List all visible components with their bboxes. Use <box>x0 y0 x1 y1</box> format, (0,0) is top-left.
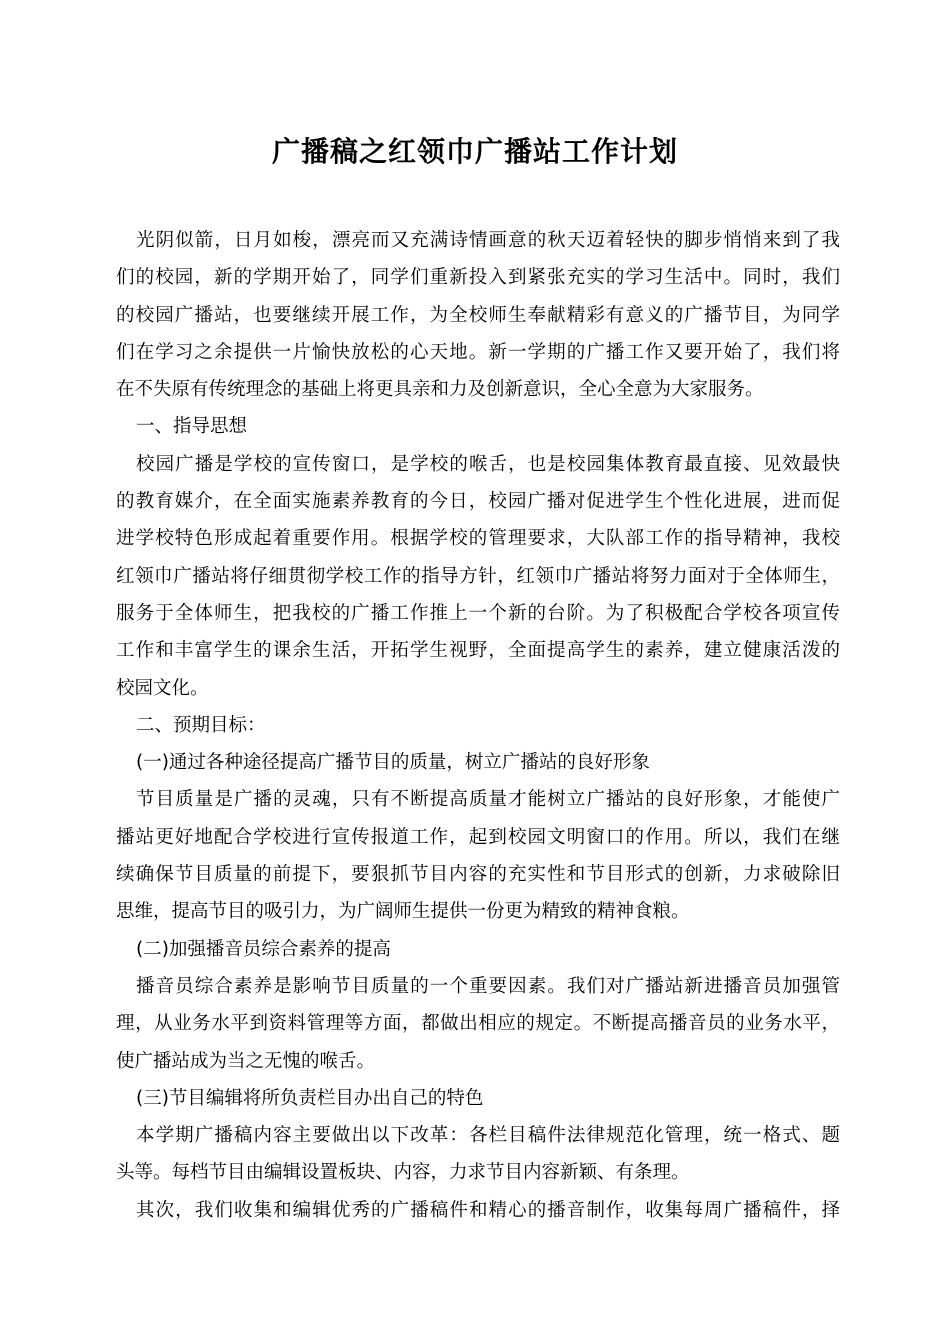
document-title: 广播稿之红领巾广播站工作计划 <box>271 135 678 168</box>
paragraph-line: 们在学习之余提供一片愉快放松的心天地。新一学期的广播工作又要开始了，我们将 <box>116 341 840 363</box>
paragraph-line: 校园文化。 <box>116 677 209 699</box>
paragraph-line: 续确保节目质量的前提下，要狠抓节目内容的充实性和节目形式的创新，力求破除旧 <box>116 864 840 886</box>
section-heading: 一、指导思想 <box>136 416 248 438</box>
paragraph-line: 播站更好地配合学校进行宣传报道工作，起到校园文明窗口的作用。所以，我们在继 <box>116 826 840 848</box>
paragraph-line: 头等。每档节目由编辑设置板块、内容，力求节目内容新颖、有条理。 <box>116 1162 690 1184</box>
paragraph-line: 服务于全体师生，把我校的广播工作推上一个新的台阶。为了积极配合学校各项宣传 <box>116 602 840 624</box>
paragraph-line: 们的校园，新的学期开始了，同学们重新投入到紧张充实的学习生活中。同时，我们 <box>116 267 840 289</box>
paragraph-line: 光阴似箭，日月如梭，漂亮而又充满诗情画意的秋天迈着轻快的脚步悄悄来到了我 <box>136 230 840 251</box>
section-heading: 二、预期目标： <box>136 714 266 736</box>
subsection-heading: (一)通过各种途径提高广播节目的质量，树立广播站的良好形象 <box>136 752 650 774</box>
paragraph-line: 工作和丰富学生的课余生活，开拓学生视野，全面提高学生的素养，建立健康活泼的 <box>116 640 840 662</box>
paragraph-line: 播音员综合素养是影响节目质量的一个重要因素。我们对广播站新进播音员加强管 <box>136 975 840 997</box>
paragraph-line: 使广播站成为当之无愧的喉舌。 <box>116 1050 376 1072</box>
paragraph-line: 校园广播是学校的宣传窗口，是学校的喉舌，也是校园集体教育最直接、见效最快 <box>136 453 840 475</box>
paragraph-line: 进学校特色形成起着重要作用。根据学校的管理要求，大队部工作的指导精神，我校 <box>116 528 840 550</box>
paragraph-line: 思维，提高节目的吸引力，为广阔师生提供一份更为精致的精神食粮。 <box>116 901 690 923</box>
paragraph-line: 红领巾广播站将仔细贯彻学校工作的指导方针，红领巾广播站将努力面对于全体师生， <box>116 565 840 587</box>
paragraph-line: 的校园广播站，也要继续开展工作，为全校师生奉献精彩有意义的广播节目，为同学 <box>116 304 840 326</box>
paragraph-line: 本学期广播稿内容主要做出以下改革：各栏目稿件法律规范化管理，统一格式、题 <box>136 1125 840 1147</box>
paragraph-line: 的教育媒介，在全面实施素养教育的今日，校园广播对促进学生个性化进展，进而促 <box>116 491 840 513</box>
subsection-heading: (二)加强播音员综合素养的提高 <box>136 938 391 960</box>
subsection-heading: (三)节目编辑将所负责栏目办出自己的特色 <box>136 1087 484 1109</box>
paragraph-line: 理，从业务水平到资料管理等方面，都做出相应的规定。不断提高播音员的业务水平， <box>116 1013 840 1035</box>
paragraph-line: 在不失原有传统理念的基础上将更具亲和力及创新意识，全心全意为大家服务。 <box>116 379 764 401</box>
document-body <box>116 222 840 1229</box>
paragraph-line: 其次，我们收集和编辑优秀的广播稿件和精心的播音制作，收集每周广播稿件，择 <box>136 1199 840 1221</box>
paragraph-line: 节目质量是广播的灵魂，只有不断提高质量才能树立广播站的良好形象，才能使广 <box>136 789 840 811</box>
